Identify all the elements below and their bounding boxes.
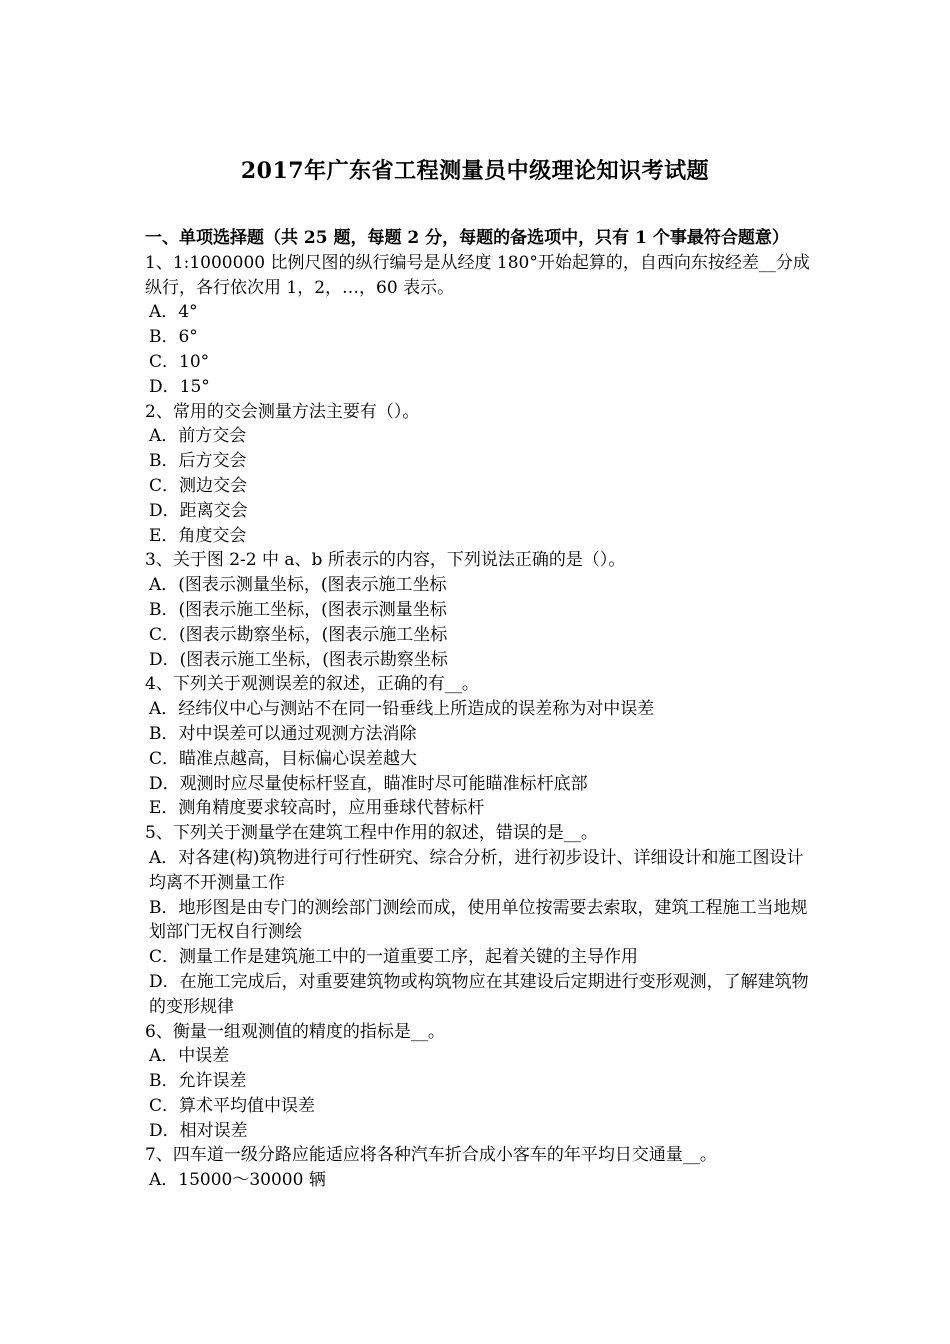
answer-option: C．瞄准点越高，目标偏心误差越大: [149, 748, 418, 769]
question-3: [145, 548, 810, 672]
answer-option: C．测边交会: [149, 475, 248, 496]
answer-option: B．后方交会: [149, 451, 247, 472]
question-stem: 4、下列关于观测误差的叙述，正确的有__。: [145, 674, 479, 695]
question-stem: 3、关于图 2-2 中 a、b 所表示的内容，下列说法正确的是（）。: [145, 550, 626, 571]
question-stem: 5、下列关于测量学在建筑工程中作用的叙述，错误的是__。: [145, 823, 598, 844]
answer-option: A．对各建(构)筑物进行可行性研究、综合分析，进行初步设计、详细设计和施工图设计均离不开测量工作: [149, 847, 804, 893]
answer-option: B．对中误差可以通过观测方法消除: [149, 723, 417, 744]
answer-option: A．(图表示测量坐标，(图表示施工坐标: [149, 575, 447, 596]
answer-option: B．允许误差: [149, 1071, 247, 1092]
answer-option: E．测角精度要求较高时，应用垂球代替标杆: [149, 798, 485, 819]
answer-option: A．4°: [149, 302, 198, 323]
answer-option: B．地形图是由专门的测绘部门测绘而成，使用单位按需要去索取，建筑工程施工当地规划部门无权自行测绘: [149, 897, 808, 943]
answer-option: D．(图表示施工坐标，(图表示勘察坐标: [149, 649, 448, 670]
answer-option: E．角度交会: [149, 525, 247, 546]
answer-option: D．观测时应尽量使标杆竖直，瞄准时尽可能瞄准标杆底部: [149, 773, 588, 794]
answer-option: D．15°: [149, 376, 210, 397]
question-stem: 6、衡量一组观测值的精度的指标是__。: [145, 1021, 445, 1042]
question-4: [145, 672, 810, 821]
answer-option: D．相对误差: [149, 1120, 248, 1141]
answer-option: A．中误差: [149, 1046, 230, 1067]
section-heading: 一、单项选择题（共 25 题，每题 2 分，每题的备选项中，只有 1 个事最符合题意）: [145, 228, 789, 248]
answer-option: A．前方交会: [149, 426, 247, 447]
question-2: [145, 400, 810, 549]
answer-option: D．距离交会: [149, 500, 248, 521]
answer-option: A．经纬仪中心与测站不在同一铅垂线上所造成的误差称为对中误差: [149, 699, 655, 720]
answer-option: D．在施工完成后，对重要建筑物或构筑物应在其建设后定期进行变形观测，了解建筑物的变形规律: [149, 971, 809, 1017]
question-stem: 2、常用的交会测量方法主要有（）。: [145, 401, 420, 422]
question-5: [145, 821, 810, 1019]
answer-option: B．6°: [149, 327, 198, 348]
answer-option: B．(图表示施工坐标，(图表示测量坐标: [149, 599, 447, 620]
answer-option: C．测量工作是建筑施工中的一道重要工序，起着关键的主导作用: [149, 947, 639, 968]
document-body: [145, 226, 810, 1193]
question-stem: 1、1:1000000 比例尺图的纵行编号是从经度 180°开始起算的，自西向东按经差__分成纵行，各行依次用 1，2，…，60 表示。: [145, 252, 810, 298]
answer-option: C．10°: [149, 351, 210, 372]
answer-option: A．15000～30000 辆: [149, 1170, 326, 1191]
question-stem: 7、四车道一级分路应能适应将各种汽车折合成小客车的年平均日交通量__。: [145, 1145, 717, 1166]
answer-option: C．(图表示勘察坐标，(图表示施工坐标: [149, 624, 448, 645]
question-6: [145, 1020, 810, 1144]
answer-option: C．算术平均值中误差: [149, 1095, 316, 1116]
document-title: 2017年广东省工程测量员中级理论知识考试题: [240, 158, 710, 184]
question-7: [145, 1143, 810, 1193]
question-1: [145, 251, 810, 400]
